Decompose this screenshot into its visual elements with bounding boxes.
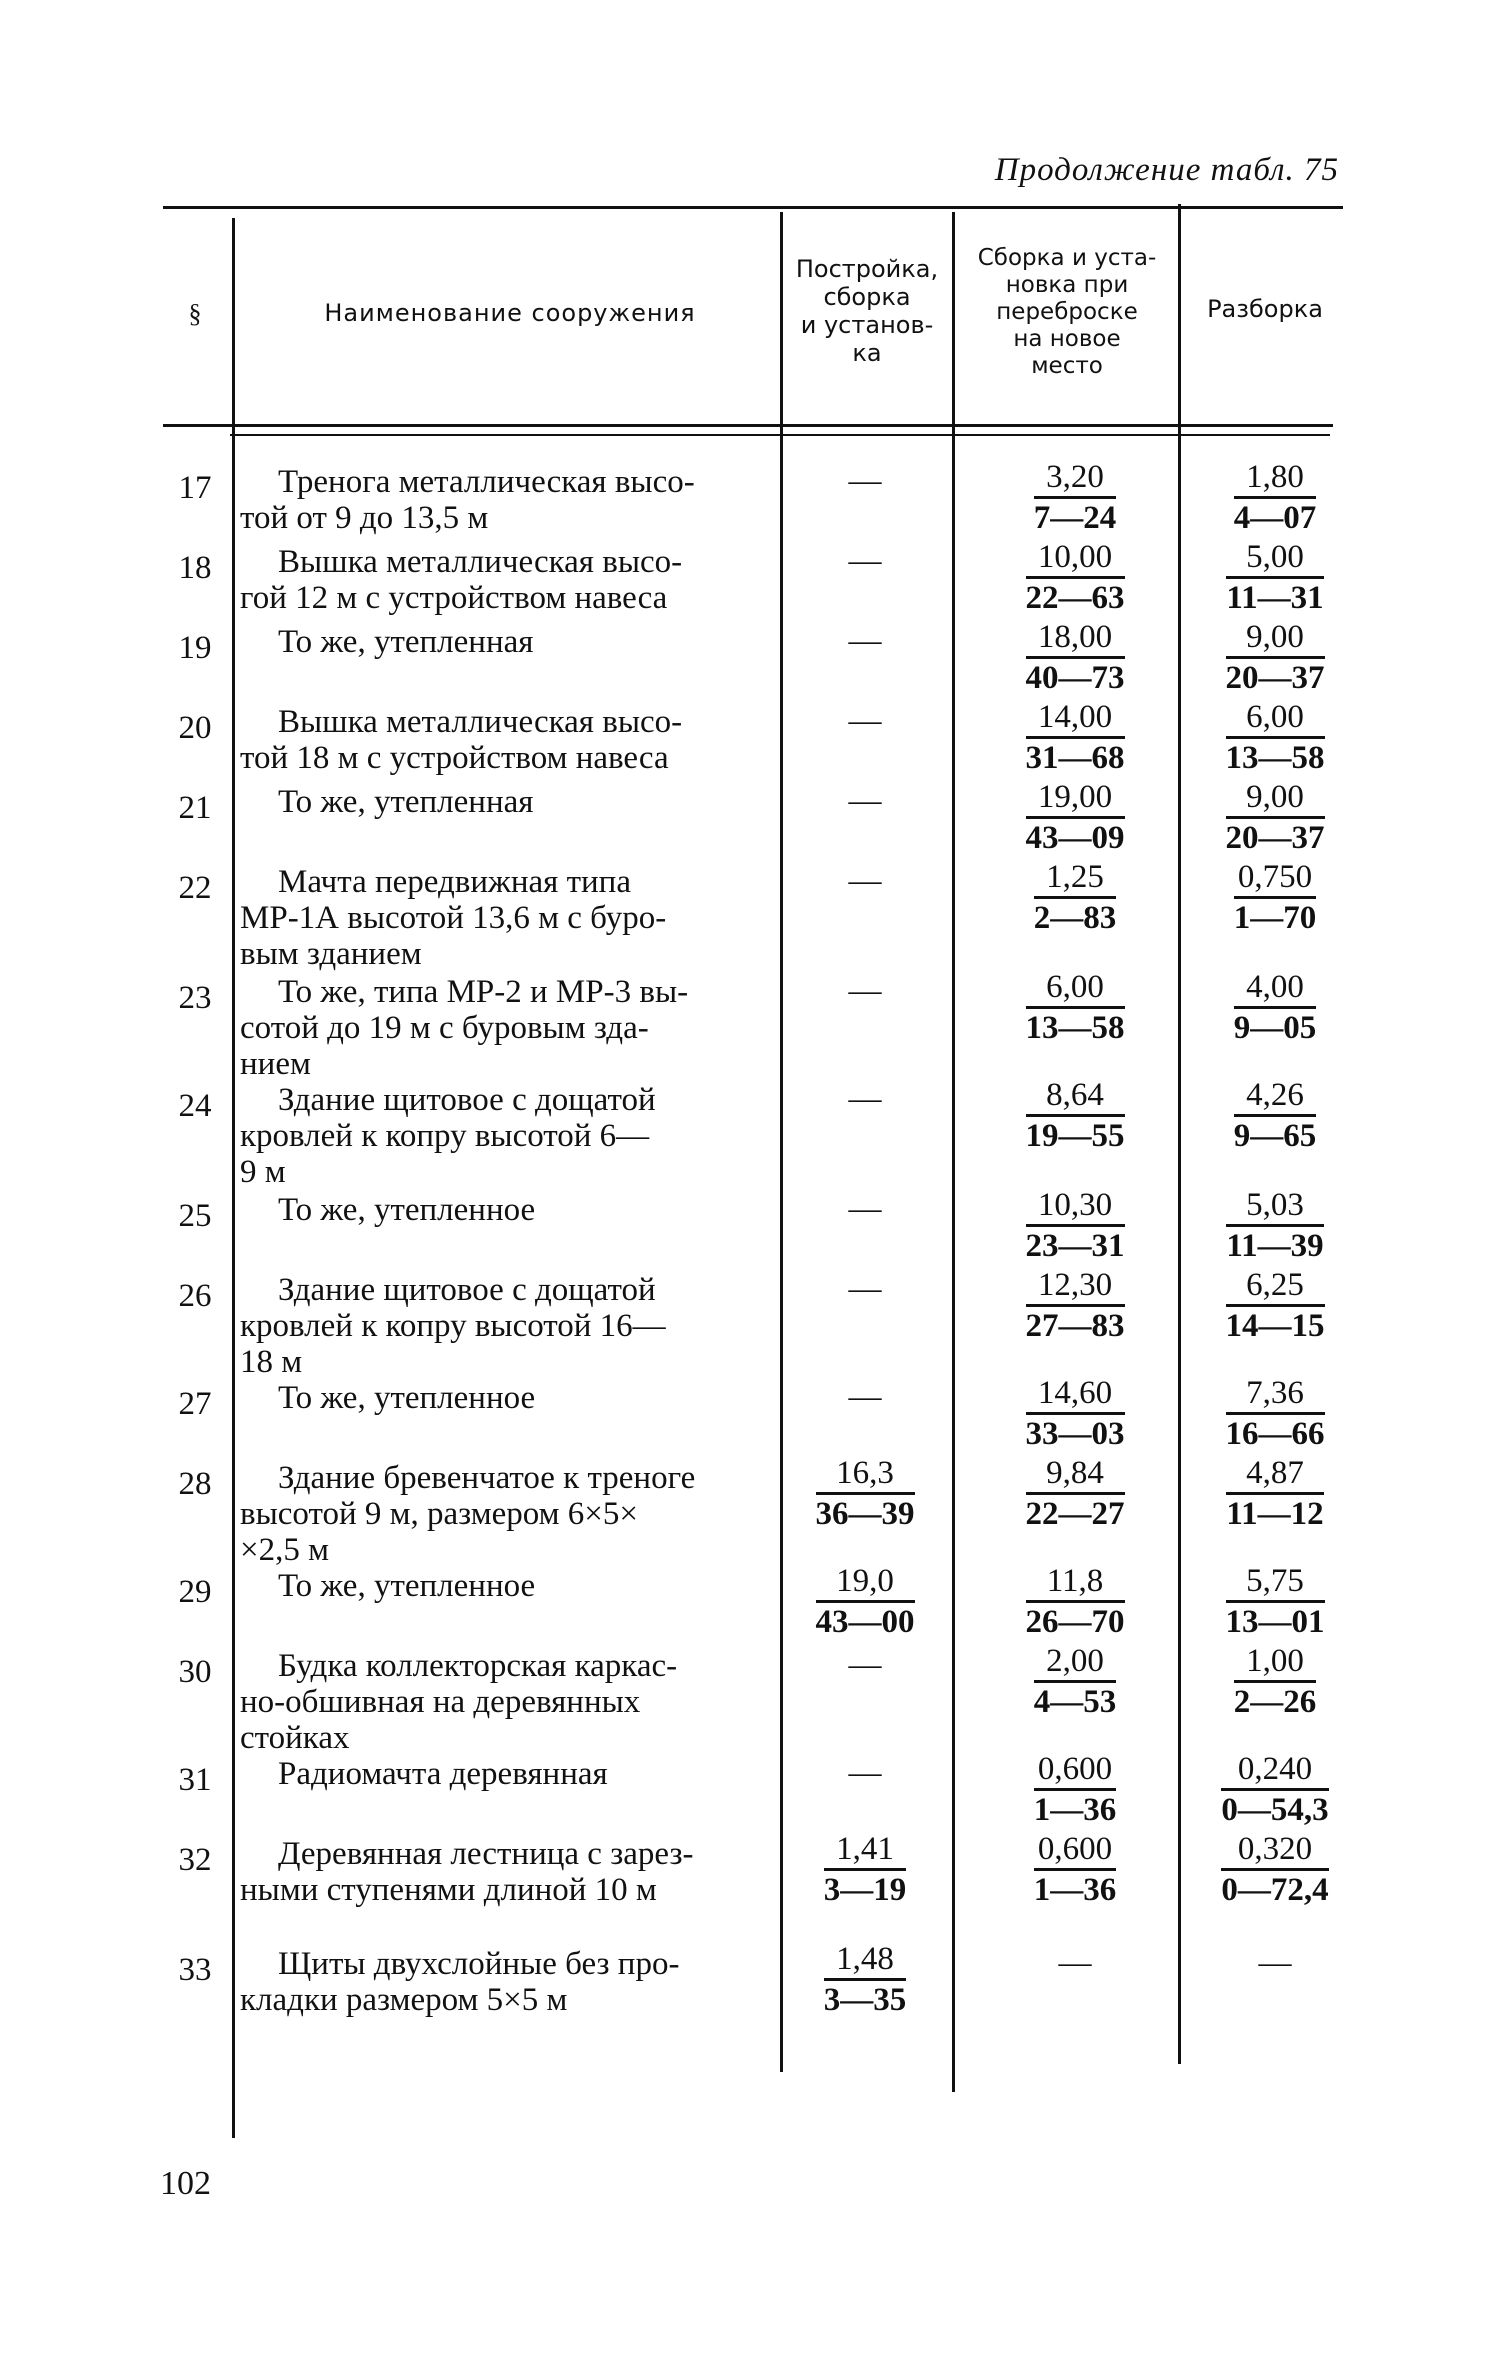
row-structure-name-line: высотой 9 м, размером 6×5× <box>240 1496 638 1532</box>
fraction-denominator: 43—09 <box>1025 820 1125 856</box>
fraction-numerator: 6,00 <box>1026 968 1125 1009</box>
row-structure-name-line: Радиомачта деревянная <box>278 1756 608 1792</box>
empty-value-dash: — <box>848 1271 882 1307</box>
row-section-number: 28 <box>178 1466 212 1502</box>
fraction-numerator: 18,00 <box>1026 618 1125 659</box>
fraction-denominator: 9—05 <box>1233 1010 1317 1046</box>
empty-value-dash: — <box>848 863 882 899</box>
fraction-denominator: 1—70 <box>1233 900 1317 936</box>
row-value-c3 <box>1210 1750 1340 1829</box>
fraction-value <box>1026 538 1125 617</box>
fraction-numerator: 6,00 <box>1226 698 1325 739</box>
fraction-value <box>1234 968 1317 1047</box>
empty-value-dash: — <box>848 1647 882 1683</box>
fraction-denominator: 27—83 <box>1025 1308 1125 1344</box>
column-divider-name <box>780 212 783 2072</box>
column-divider-col2 <box>1178 204 1181 2064</box>
row-value-c2 <box>1000 1642 1150 1721</box>
fraction-value <box>1221 1830 1328 1909</box>
fraction-numerator: 19,0 <box>816 1562 915 1603</box>
fraction-numerator: 11,8 <box>1026 1562 1125 1603</box>
row-structure-name-line: Здание щитовое с дощатой <box>278 1082 656 1118</box>
fraction-numerator: 0,750 <box>1234 858 1317 899</box>
row-section-number: 32 <box>178 1842 212 1878</box>
row-value-c2 <box>1000 1750 1150 1829</box>
fraction-denominator: 22—27 <box>1025 1496 1125 1532</box>
fraction-numerator: 5,00 <box>1226 538 1323 579</box>
fraction-numerator: 1,48 <box>824 1940 907 1981</box>
row-structure-name-line: той 18 м с устройством навеса <box>240 740 669 776</box>
empty-value-dash: — <box>848 1081 882 1117</box>
fraction-denominator: 3—19 <box>823 1872 907 1908</box>
fraction-denominator: 1—36 <box>1033 1872 1117 1908</box>
row-structure-name-line: Щиты двухслойные без про- <box>278 1946 680 1982</box>
header-relocation-line: переброске <box>996 299 1138 325</box>
row-value-c3 <box>1210 698 1340 777</box>
fraction-denominator: 13—58 <box>1025 1010 1125 1046</box>
row-value-c3 <box>1210 1830 1340 1909</box>
empty-value-dash: — <box>848 783 882 819</box>
row-value-c1 <box>800 458 930 500</box>
row-structure-name <box>240 1648 780 1756</box>
row-value-c1 <box>800 778 930 820</box>
row-structure-name <box>240 624 780 660</box>
fraction-value <box>1221 1750 1328 1829</box>
fraction-denominator: 13—58 <box>1225 740 1325 776</box>
row-section-number: 26 <box>178 1278 212 1314</box>
fraction-numerator: 1,41 <box>824 1830 907 1871</box>
row-structure-name-line: кровлей к копру высотой 6— <box>240 1118 650 1154</box>
fraction-numerator: 0,240 <box>1221 1750 1328 1791</box>
fraction-denominator: 11—31 <box>1226 580 1324 616</box>
row-value-c1 <box>800 1454 930 1533</box>
fraction-denominator: 0—72,4 <box>1221 1872 1329 1908</box>
row-value-c1 <box>800 1186 930 1228</box>
empty-value-dash: — <box>848 703 882 739</box>
fraction-numerator: 0,600 <box>1034 1750 1117 1791</box>
header-construction-line: ка <box>852 339 882 367</box>
column-divider-section <box>232 218 235 2138</box>
header-construction-line: и установ- <box>800 311 934 339</box>
fraction-numerator: 7,36 <box>1226 1374 1325 1415</box>
fraction-denominator: 36—39 <box>815 1496 915 1532</box>
row-section-number: 33 <box>178 1952 212 1988</box>
row-structure-name <box>240 464 780 536</box>
empty-value-dash: — <box>848 1379 882 1415</box>
row-structure-name <box>240 1946 780 2018</box>
row-value-c2 <box>1000 968 1150 1047</box>
fraction-denominator: 4—07 <box>1233 500 1317 536</box>
fraction-numerator: 1,25 <box>1034 858 1117 899</box>
row-value-c3 <box>1210 1940 1340 1982</box>
fraction-numerator: 8,64 <box>1026 1076 1125 1117</box>
row-structure-name <box>240 1380 780 1416</box>
header-name: Наименование сооружения <box>324 299 696 327</box>
fraction-numerator: 0,320 <box>1221 1830 1328 1871</box>
fraction-denominator: 9—65 <box>1233 1118 1317 1154</box>
empty-value-dash: — <box>848 973 882 1009</box>
row-value-c2 <box>1000 1266 1150 1345</box>
fraction-numerator: 4,87 <box>1226 1454 1323 1495</box>
row-section-number: 18 <box>178 550 212 586</box>
fraction-value <box>1026 618 1125 697</box>
fraction-denominator: 20—37 <box>1225 820 1325 856</box>
row-section-number: 27 <box>178 1386 212 1422</box>
row-value-c3 <box>1210 1186 1340 1265</box>
fraction-denominator: 20—37 <box>1225 660 1325 696</box>
fraction-value <box>1226 698 1325 777</box>
row-value-c1 <box>800 1076 930 1118</box>
row-value-c2 <box>1000 1562 1150 1641</box>
fraction-denominator: 0—54,3 <box>1221 1792 1329 1828</box>
row-structure-name-line: вым зданием <box>240 936 422 972</box>
fraction-denominator: 14—15 <box>1225 1308 1325 1344</box>
row-value-c1 <box>800 968 930 1010</box>
fraction-value <box>1226 1454 1323 1533</box>
empty-value-dash: — <box>848 543 882 579</box>
row-value-c2 <box>1000 1454 1150 1533</box>
row-section-number: 21 <box>178 790 212 826</box>
header-section: § <box>188 299 202 328</box>
fraction-denominator: 7—24 <box>1033 500 1117 536</box>
row-value-c1 <box>800 1562 930 1641</box>
fraction-numerator: 10,00 <box>1026 538 1125 579</box>
fraction-denominator: 1—36 <box>1033 1792 1117 1828</box>
row-structure-name <box>240 974 780 1082</box>
header-construction-line: Постройка, <box>795 255 939 283</box>
row-structure-name-line: ными ступенями длиной 10 м <box>240 1872 657 1908</box>
header-dismantling: Разборка <box>1207 295 1323 323</box>
row-structure-name-line: МР-1А высотой 13,6 м с буро- <box>240 900 667 936</box>
fraction-numerator: 4,26 <box>1234 1076 1317 1117</box>
row-value-c3 <box>1210 618 1340 697</box>
row-structure-name-line: 9 м <box>240 1154 286 1190</box>
fraction-value <box>1226 538 1323 617</box>
empty-value-dash: — <box>848 463 882 499</box>
row-value-c3 <box>1210 968 1340 1047</box>
row-section-number: 29 <box>178 1574 212 1610</box>
row-value-c3 <box>1210 1076 1340 1155</box>
fraction-denominator: 2—83 <box>1033 900 1117 936</box>
row-structure-name-line: То же, утепленная <box>278 624 534 660</box>
row-value-c2 <box>1000 698 1150 777</box>
fraction-value <box>1226 778 1325 857</box>
row-structure-name <box>240 1568 780 1604</box>
row-structure-name <box>240 784 780 820</box>
row-structure-name-line: Здание бревенчатое к треноге <box>278 1460 696 1496</box>
fraction-value <box>1226 1186 1323 1265</box>
fraction-denominator: 11—12 <box>1226 1496 1324 1532</box>
row-section-number: 23 <box>178 980 212 1016</box>
fraction-value <box>816 1454 915 1533</box>
row-value-c1 <box>800 698 930 740</box>
fraction-numerator: 12,30 <box>1026 1266 1125 1307</box>
fraction-numerator: 5,03 <box>1226 1186 1323 1227</box>
fraction-denominator: 11—39 <box>1226 1228 1324 1264</box>
row-section-number: 20 <box>178 710 212 746</box>
row-value-c3 <box>1210 458 1340 537</box>
header-relocation-line: на новое <box>1013 326 1121 352</box>
row-value-c2 <box>1000 778 1150 857</box>
row-structure-name-line: кровлей к копру высотой 16— <box>240 1308 666 1344</box>
fraction-value <box>1026 698 1125 777</box>
fraction-value <box>1026 1454 1125 1533</box>
row-structure-name-line: Деревянная лестница с зарез- <box>278 1836 694 1872</box>
fraction-value <box>1026 1076 1125 1155</box>
row-section-number: 30 <box>178 1654 212 1690</box>
row-value-c2 <box>1000 618 1150 697</box>
fraction-value <box>1226 1374 1325 1453</box>
row-structure-name-line: Тренога металлическая высо- <box>278 464 695 500</box>
fraction-numerator: 9,84 <box>1026 1454 1125 1495</box>
row-value-c3 <box>1210 1562 1340 1641</box>
row-value-c3 <box>1210 538 1340 617</box>
row-value-c3 <box>1210 1374 1340 1453</box>
fraction-numerator: 9,00 <box>1226 618 1325 659</box>
fraction-value <box>1226 1562 1325 1641</box>
fraction-value <box>1026 1562 1125 1641</box>
row-value-c2 <box>1000 1940 1150 1982</box>
header-top-rule <box>163 206 1343 209</box>
fraction-denominator: 2—26 <box>1233 1684 1317 1720</box>
header-relocation-line: место <box>1031 353 1103 379</box>
fraction-value <box>1026 968 1125 1047</box>
fraction-denominator: 31—68 <box>1025 740 1125 776</box>
fraction-numerator: 5,75 <box>1226 1562 1325 1603</box>
fraction-numerator: 1,80 <box>1234 458 1317 499</box>
row-structure-name-line: Вышка металлическая высо- <box>278 704 683 740</box>
row-structure-name-line: стойках <box>240 1720 350 1756</box>
row-value-c1 <box>800 1940 930 2019</box>
empty-value-dash: — <box>1258 1945 1292 1981</box>
row-value-c1 <box>800 858 930 900</box>
row-value-c3 <box>1210 1454 1340 1533</box>
fraction-numerator: 3,20 <box>1034 458 1117 499</box>
row-structure-name <box>240 864 780 972</box>
row-structure-name <box>240 544 780 616</box>
empty-value-dash: — <box>848 623 882 659</box>
row-section-number: 31 <box>178 1762 212 1798</box>
fraction-value <box>1034 458 1117 537</box>
fraction-denominator: 13—01 <box>1225 1604 1325 1640</box>
fraction-denominator: 43—00 <box>815 1604 915 1640</box>
row-section-number: 24 <box>178 1088 212 1124</box>
empty-value-dash: — <box>1058 1945 1092 1981</box>
row-structure-name-line: сотой до 19 м с буровым зда- <box>240 1010 649 1046</box>
row-value-c2 <box>1000 1374 1150 1453</box>
row-value-c1 <box>800 1830 930 1909</box>
row-structure-name <box>240 1192 780 1228</box>
row-structure-name-line: гой 12 м с устройством навеса <box>240 580 668 616</box>
fraction-value <box>1234 458 1317 537</box>
fraction-denominator: 23—31 <box>1025 1228 1125 1264</box>
row-structure-name-line: То же, утепленное <box>278 1380 536 1416</box>
fraction-numerator: 14,00 <box>1026 698 1125 739</box>
row-structure-name-line: кладки размером 5×5 м <box>240 1982 568 2018</box>
fraction-value <box>1026 1266 1125 1345</box>
fraction-value <box>824 1940 907 2019</box>
header-relocation-line: новка при <box>1005 272 1129 298</box>
row-value-c2 <box>1000 538 1150 617</box>
fraction-denominator: 16—66 <box>1225 1416 1325 1452</box>
row-value-c1 <box>800 1750 930 1792</box>
row-structure-name-line: но-обшивная на деревянных <box>240 1684 641 1720</box>
fraction-numerator: 4,00 <box>1234 968 1317 1009</box>
row-structure-name <box>240 1836 780 1908</box>
row-structure-name-line: нием <box>240 1046 311 1082</box>
row-structure-name-line: То же, утепленное <box>278 1192 536 1228</box>
fraction-denominator: 4—53 <box>1033 1684 1117 1720</box>
fraction-denominator: 19—55 <box>1025 1118 1125 1154</box>
fraction-numerator: 0,600 <box>1034 1830 1117 1871</box>
row-structure-name-line: Мачта передвижная типа <box>278 864 631 900</box>
fraction-value <box>1226 1266 1325 1345</box>
row-value-c1 <box>800 1642 930 1684</box>
row-structure-name-line: Будка коллекторская каркас- <box>278 1648 678 1684</box>
row-structure-name-line: 18 м <box>240 1344 303 1380</box>
row-structure-name <box>240 1756 780 1792</box>
row-structure-name-line: То же, типа МР-2 и МР-3 вы- <box>278 974 689 1010</box>
row-structure-name-line: То же, утепленная <box>278 784 534 820</box>
row-structure-name-line: Здание щитовое с дощатой <box>278 1272 656 1308</box>
row-structure-name-line: То же, утепленное <box>278 1568 536 1604</box>
row-structure-name <box>240 1272 780 1380</box>
fraction-numerator: 6,25 <box>1226 1266 1325 1307</box>
fraction-numerator: 10,30 <box>1026 1186 1125 1227</box>
page-number: 102 <box>160 2165 211 2202</box>
row-value-c1 <box>800 1374 930 1416</box>
row-section-number: 19 <box>178 630 212 666</box>
fraction-denominator: 40—73 <box>1025 660 1125 696</box>
empty-value-dash: — <box>848 1191 882 1227</box>
row-section-number: 22 <box>178 870 212 906</box>
row-structure-name <box>240 1460 780 1568</box>
fraction-value <box>816 1562 915 1641</box>
column-divider-col1 <box>952 212 955 2092</box>
fraction-value <box>1234 1642 1317 1721</box>
header-relocation-line: Сборка и уста- <box>977 245 1157 271</box>
row-section-number: 25 <box>178 1198 212 1234</box>
empty-value-dash: — <box>848 1755 882 1791</box>
table-continuation-caption: Продолжение табл. 75 <box>994 152 1339 188</box>
row-section-number: 17 <box>178 470 212 506</box>
fraction-denominator: 26—70 <box>1025 1604 1125 1640</box>
fraction-numerator: 14,60 <box>1026 1374 1125 1415</box>
fraction-value <box>1026 1374 1125 1453</box>
row-value-c2 <box>1000 458 1150 537</box>
row-value-c3 <box>1210 1642 1340 1721</box>
row-structure-name-line: Вышка металлическая высо- <box>278 544 683 580</box>
row-structure-name-line: той от 9 до 13,5 м <box>240 500 489 536</box>
row-value-c2 <box>1000 1076 1150 1155</box>
header-construction <box>782 255 952 367</box>
fraction-value <box>1234 1076 1317 1155</box>
fraction-denominator: 3—35 <box>823 1982 907 2018</box>
fraction-denominator: 22—63 <box>1025 580 1125 616</box>
row-value-c1 <box>800 538 930 580</box>
row-value-c1 <box>800 618 930 660</box>
fraction-denominator: 33—03 <box>1025 1416 1125 1452</box>
fraction-value <box>1034 1750 1117 1829</box>
header-construction-line: сборка <box>823 283 911 311</box>
row-value-c3 <box>1210 778 1340 857</box>
row-value-c2 <box>1000 1830 1150 1909</box>
fraction-value <box>824 1830 907 1909</box>
fraction-value <box>1034 1642 1117 1721</box>
fraction-value <box>1234 858 1317 937</box>
row-value-c2 <box>1000 1186 1150 1265</box>
fraction-value <box>1034 1830 1117 1909</box>
fraction-numerator: 9,00 <box>1226 778 1325 819</box>
row-value-c3 <box>1210 1266 1340 1345</box>
fraction-value <box>1226 618 1325 697</box>
fraction-value <box>1034 858 1117 937</box>
row-value-c2 <box>1000 858 1150 937</box>
fraction-numerator: 19,00 <box>1026 778 1125 819</box>
row-structure-name <box>240 704 780 776</box>
row-value-c3 <box>1210 858 1340 937</box>
row-value-c1 <box>800 1266 930 1308</box>
fraction-numerator: 2,00 <box>1034 1642 1117 1683</box>
row-structure-name-line: ×2,5 м <box>240 1532 329 1568</box>
header-relocation <box>956 245 1178 380</box>
row-structure-name <box>240 1082 780 1190</box>
fraction-numerator: 16,3 <box>816 1454 915 1495</box>
fraction-value <box>1026 778 1125 857</box>
fraction-value <box>1026 1186 1125 1265</box>
fraction-numerator: 1,00 <box>1234 1642 1317 1683</box>
header-bottom-rule <box>163 424 1333 427</box>
